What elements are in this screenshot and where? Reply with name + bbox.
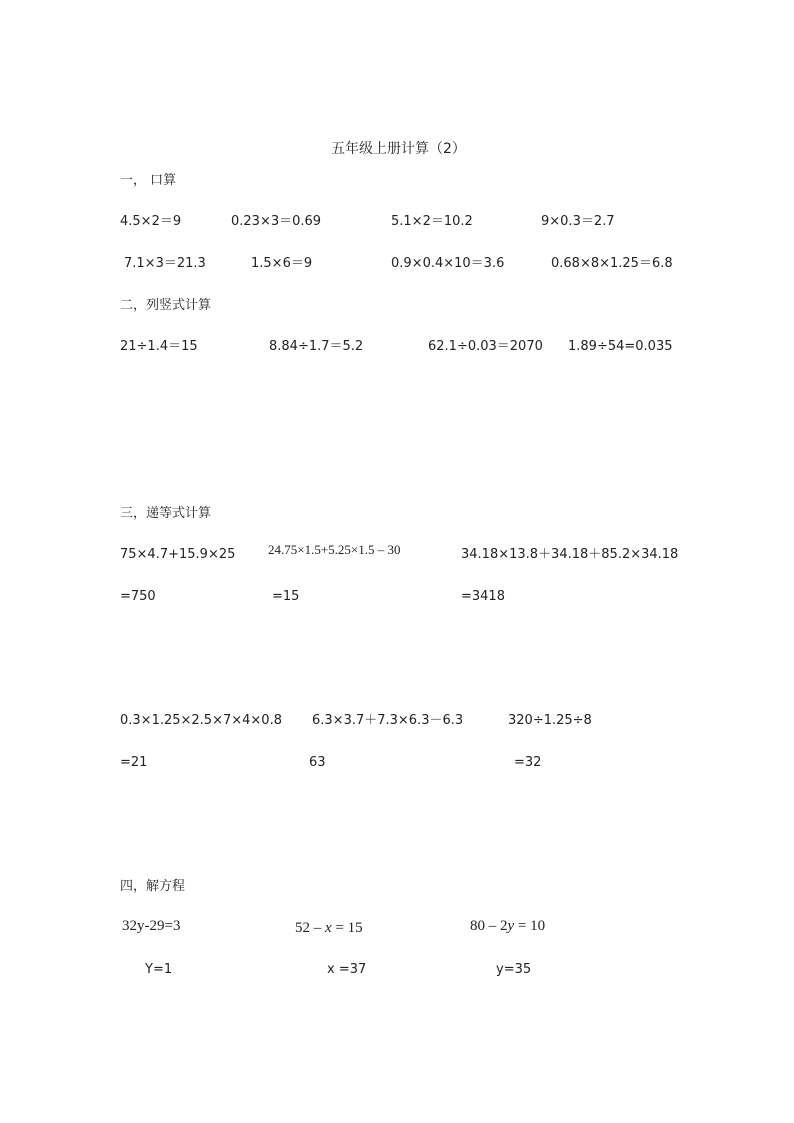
equation-part: 80 – 2 [470,918,508,934]
stepwise-answer: =3418 [461,589,505,604]
stepwise-expression: 6.3×3.7＋7.3×6.3－6.3 [312,713,464,728]
stepwise-expression: 0.3×1.25×2.5×7×4×0.8 [120,713,282,728]
stepwise-expression: 24.75×1.5+5.25×1.5 – 30 [268,542,401,557]
equation-part: = 10 [514,918,546,934]
equation-variable: y [507,918,515,934]
oral-item: 0.9×0.4×10＝3.6 [391,256,505,271]
oral-item: 9×0.3＝2.7 [541,214,615,229]
equation-part: 52 – [295,920,325,936]
equation-answer: y=35 [496,962,532,977]
section-heading-equations: 四，解方程 [120,879,186,894]
vertical-item: 21÷1.4＝15 [120,339,198,354]
equation-expression: 32y-29=3 [122,918,181,934]
equation-expression [295,920,363,936]
stepwise-answer: =32 [514,755,542,770]
equation-answer: x =37 [327,962,367,977]
stepwise-expression: 75×4.7+15.9×25 [120,547,236,562]
vertical-item: 62.1÷0.03＝2070 [428,339,543,354]
equation-answer: Y=1 [145,962,173,977]
section-heading-stepwise: 三，递等式计算 [120,506,212,521]
oral-item: 7.1×3＝21.3 [124,256,206,271]
vertical-item: 1.89÷54=0.035 [568,339,673,354]
section-heading-vertical: 二，列竖式计算 [120,298,212,313]
oral-item: 5.1×2＝10.2 [391,214,473,229]
vertical-item: 8.84÷1.7＝5.2 [269,339,364,354]
oral-item: 1.5×6＝9 [251,256,313,271]
oral-item: 0.23×3＝0.69 [231,214,322,229]
stepwise-expression: 320÷1.25÷8 [508,713,592,728]
page-title: 五年级上册计算（2） [331,141,466,157]
equation-variable: x [325,920,332,936]
equation-part: = 15 [331,920,363,936]
stepwise-expression: 34.18×13.8＋34.18＋85.2×34.18 [461,547,679,562]
stepwise-answer: =750 [120,589,156,604]
stepwise-answer: 63 [309,755,326,770]
oral-item: 0.68×8×1.25＝6.8 [551,256,673,271]
stepwise-answer: =21 [120,755,148,770]
section-heading-oral: 一， 口算 [120,173,177,188]
stepwise-answer: =15 [272,589,300,604]
equation-expression [470,918,545,934]
oral-item: 4.5×2＝9 [120,214,182,229]
